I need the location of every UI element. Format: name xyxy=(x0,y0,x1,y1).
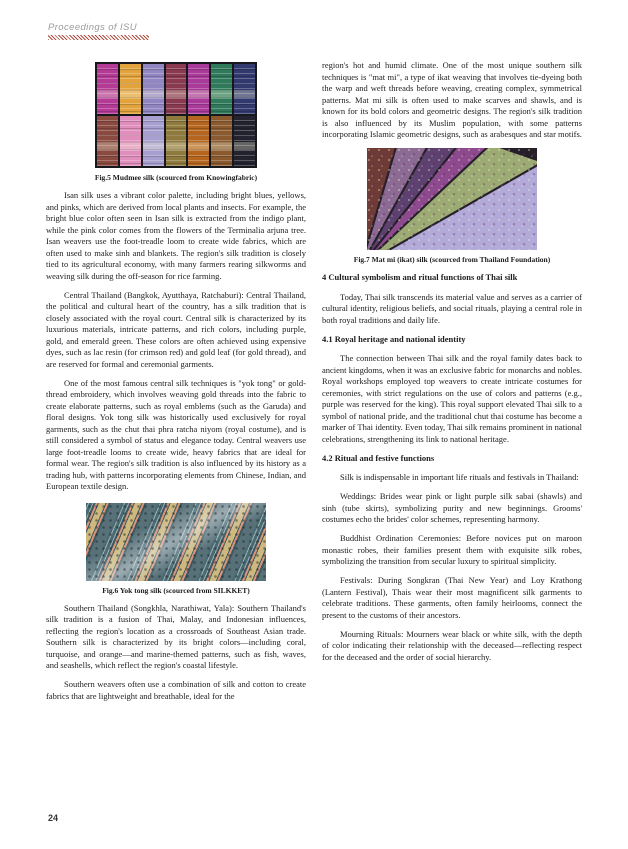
fabric-strip xyxy=(188,116,209,166)
paragraph-southern-thailand: Southern Thailand (Songkhla, Narathiwat, Yala): Southern Thailand's silk tradition is a fusion of Thai, Malay, and Indonesian influences, reflecting the region's location as a crossroads of Southeast Asian trade. Southern silk is characterized by its bright colors—including coral, turquoise, and orange—and marine-themed patterns, such as fish, waves, and seashells, which reflect the region's coastal lifestyle. xyxy=(46,602,306,670)
right-column xyxy=(322,60,582,710)
fabric-strip xyxy=(97,116,118,166)
fabric-strip xyxy=(211,116,232,166)
section-heading-4-2: 4.2 Ritual and festive functions xyxy=(322,452,435,463)
figure-7-caption: Fig.7 Mat mi (ikat) silk (scourced from Thailand Foundation) xyxy=(353,255,551,264)
paragraph-yok-tong: One of the most famous central silk techniques is "yok tong" or gold-thread embroidery, which involves weaving gold threads into the fabric to create elaborate patterns, such as royal emblems (such as the Garuda) and floral designs. Yok tong silk was historically used exclusively for royal garments, such as the chut thai phra ratcha niyom (royal costume), and is still considered a symbol of status and elegance today. Central weavers use large foot-treadle looms to create wide, heavy fabrics that are ideal for formal wear. The region's silk tradition is also influenced by its history as a trading hub, with patterns incorporating elements from Chinese, Indian, and European textile design. xyxy=(46,377,306,491)
fabric-strip xyxy=(143,116,164,166)
figure-yok-tong-silk xyxy=(46,503,306,595)
figure-mudmee-silk xyxy=(46,62,306,182)
yok-tong-silk-image xyxy=(86,503,266,581)
mat-mi-silk-image xyxy=(367,148,537,250)
fabric-strip xyxy=(97,64,118,114)
mudmee-bottom-row xyxy=(97,116,255,166)
fabric-strip xyxy=(234,116,255,166)
paragraph-festivals: Festivals: During Songkran (Thai New Year) and Loy Krathong (Lantern Festival), Thais wear their most magnificent silk garments to celebrate traditions. These garments, often family heirlooms, connect the present to the customs of their ancestors. xyxy=(322,575,582,620)
paragraph-central-thailand: Central Thailand (Bangkok, Ayutthaya, Ratchaburi): Central Thailand, the political and cultural heart of the country, has a silk tradition that is closely associated with the royal court. Central silk is characterized by its luxurious materials, intricate patterns, and rich colors, including purple, gold, and emerald green. These colors are often achieved using expensive dyes, such as lac resin (for crimson red) and gold leaf (for gold thread), and are reserved for formal and ceremonial garments. xyxy=(46,289,306,369)
paragraph-today-thai-silk: Today, Thai silk transcends its material value and serves as a carrier of cultural identity, religious beliefs, and social rituals, playing a central role in both royal traditions and daily life. xyxy=(322,291,582,325)
fabric-strip xyxy=(211,64,232,114)
paragraph-isan-silk: Isan silk uses a vibrant color palette, including bright blues, yellows, and pinks, which are derived from local plants and insects. For example, the bright blue color often seen in Isan silk is extracted from the indigo plant, while the pink color comes from the flowers of the Terminalia arjuna tree. Isan weavers use the foot-treadle loom to create wide fabrics, which are often used to make sinh and blankets. The region's silk tradition is closely tied to its agricultural economy, with many farmers rearing silkworms and weaving silk during the off-season for rice farming. xyxy=(46,190,306,281)
two-column-layout xyxy=(46,60,582,710)
mudmee-silk-image xyxy=(95,62,257,168)
fabric-strip xyxy=(234,64,255,114)
paragraph-buddhist-ordination: Buddhist Ordination Ceremonies: Before novices put on maroon monastic robes, their families present them with exquisite silk robes, symbolizing the transition from secular luxury to spiritual simplicity. xyxy=(322,533,582,566)
fabric-strip xyxy=(166,64,187,114)
figure-5-caption: Fig.5 Mudmee silk (scourced from Knowingfabric) xyxy=(94,173,258,182)
paragraph-royal-connection: The connection between Thai silk and the royal family dates back to ancient kingdoms, when it was an exclusive fabric for monarchs and nobles. Royal workshops employed top weavers to create intricate costumes for ceremonies, with strict regulations on the use of colors and patterns (e.g., purple was reserved for the king). This royal support elevated Thai silk to a symbol of national pride, and the traditional chut thai costume has become a marker of Thai identity. Even today, Thai silk remains prominent in national celebrations, strengthening its link to national heritage. xyxy=(322,353,582,444)
paragraph-mat-mi: region's hot and humid climate. One of the most unique southern silk techniques is "mat mi", a type of ikat weaving that involves tie-dyeing both the warp and weft threads before weaving, creating complex, symmetrical patterns. Mat mi silk is often used to make scarves and shawls, and is known for its bold colors and geometric designs. The region's silk tradition is also influenced by its Muslim population, with some patterns incorporating Islamic geometric designs, such as arabesques and star motifs. xyxy=(322,60,582,139)
section-heading-4: 4 Cultural symbolism and ritual functions of Thai silk xyxy=(322,272,518,282)
header-hatch-rule xyxy=(48,35,149,40)
fabric-strip xyxy=(120,64,141,114)
mudmee-top-row xyxy=(97,64,255,114)
paragraph-weddings: Weddings: Brides wear pink or light purple silk sabai (shawls) and sinh (tube skirts), symbolizing purity and new beginnings. Grooms' costumes echo the brides' color schemes, representing harmony. xyxy=(322,491,582,524)
paragraph-southern-weavers: Southern weavers often use a combination of silk and cotton to create fabrics that are lightweight and breathable, ideal for the xyxy=(46,679,306,701)
fabric-strip xyxy=(166,116,187,166)
fabric-strip xyxy=(120,116,141,166)
figure-mat-mi-silk xyxy=(322,148,582,264)
page-header xyxy=(48,22,149,40)
journal-title: Proceedings of ISU xyxy=(48,22,138,33)
section-heading-4-1: 4.1 Royal heritage and national identity xyxy=(322,333,466,344)
left-column xyxy=(46,60,306,710)
page-number: 24 xyxy=(48,813,59,823)
fabric-strip xyxy=(188,64,209,114)
ikat-pattern-overlay xyxy=(367,148,537,250)
paragraph-rituals-intro: Silk is indispensable in important life rituals and festivals in Thailand: xyxy=(340,472,579,482)
figure-6-caption: Fig.6 Yok tong silk (scourced from SILKKET) xyxy=(102,585,250,595)
fabric-strip xyxy=(143,64,164,114)
paragraph-mourning: Mourning Rituals: Mourners wear black or white silk, with the depth of color indicating their relationship with the deceased—reflecting respect for the deceased and the order of social hierarchy. xyxy=(322,628,582,662)
